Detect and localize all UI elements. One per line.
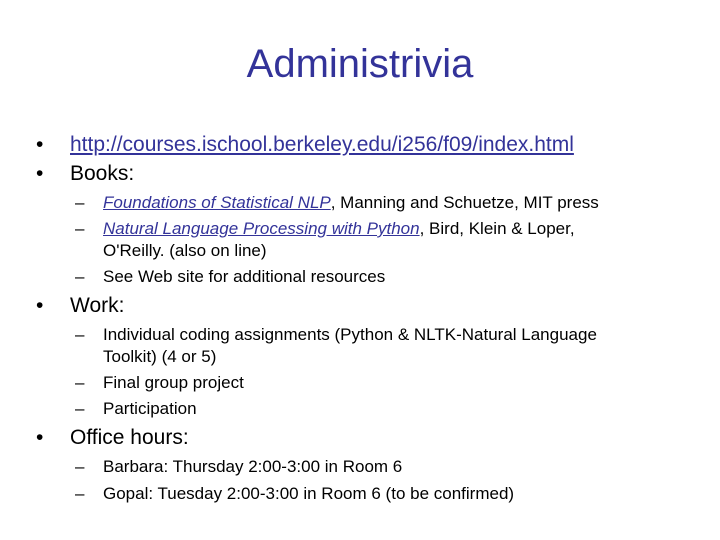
- book-link-nlp-python[interactable]: Natural Language Processing with Python: [103, 219, 420, 238]
- book-1-details: , Manning and Schuetze, MIT press: [330, 193, 599, 212]
- course-url-link[interactable]: http://courses.ischool.berkeley.edu/i256/f09/index.html: [70, 133, 574, 156]
- office-hours-barbara: Barbara: Thursday 2:00-3:00 in Room 6: [103, 457, 403, 476]
- dash-marker: –: [75, 219, 85, 238]
- books-label: Books:: [70, 162, 135, 185]
- dash-marker: –: [75, 193, 85, 212]
- books-item-3-text: See Web site for additional resources: [103, 267, 386, 286]
- work-item-3-text: Participation: [103, 399, 197, 418]
- office-hours-gopal: Gopal: Tuesday 2:00-3:00 in Room 6 (to be confirmed): [103, 484, 515, 503]
- bullet-marker: •: [36, 426, 44, 449]
- slide-title: Administrivia: [246, 42, 474, 86]
- dash-marker: –: [75, 457, 85, 476]
- work-item-1-cont: Toolkit) (4 or 5): [103, 347, 217, 366]
- dash-marker: –: [75, 399, 85, 418]
- dash-marker: –: [75, 267, 85, 286]
- work-item-2-text: Final group project: [103, 373, 244, 392]
- office-hours-label: Office hours:: [70, 426, 189, 449]
- book-link-statistical-nlp[interactable]: Foundations of Statistical NLP: [103, 193, 331, 212]
- bullet-marker: •: [36, 294, 44, 317]
- work-item-1-text: Individual coding assignments (Python & NLTK-Natural Language: [103, 325, 597, 344]
- book-2-details: , Bird, Klein & Loper,: [419, 219, 575, 238]
- bullet-marker: •: [36, 162, 44, 185]
- dash-marker: –: [75, 373, 85, 392]
- bullet-marker: •: [36, 133, 44, 156]
- work-label: Work:: [70, 294, 125, 317]
- book-2-details-cont: O'Reilly. (also on line): [103, 241, 267, 260]
- dash-marker: –: [75, 325, 85, 344]
- dash-marker: –: [75, 484, 85, 503]
